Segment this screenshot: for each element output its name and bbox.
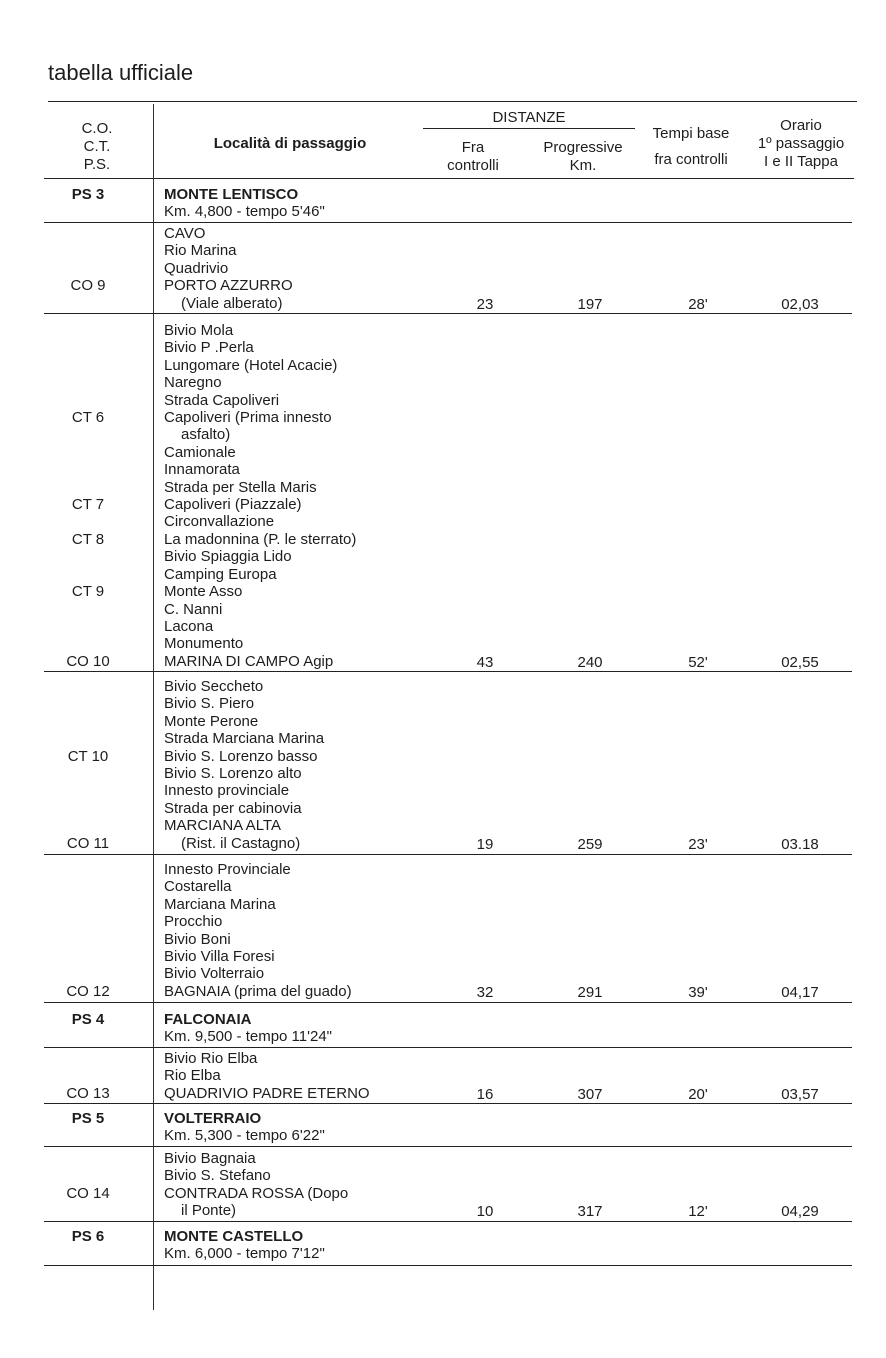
control-code: CT 6 [71,409,105,426]
location-line: FALCONAIA [164,1011,252,1028]
section-rule [44,671,852,672]
location-line: Camping Europa [164,565,277,583]
location-line: Strada per cabinovia [164,799,302,817]
location-list [164,1150,348,1220]
header-progressive: Progressive Km. [543,139,623,174]
value-prog: 317 [577,1203,603,1221]
value-orario: 03.18 [781,835,819,853]
location-line: Costarella [164,878,232,896]
location-line: VOLTERRAIO [164,1110,262,1127]
location-line: QUADRIVIO PADRE ETERNO [164,1084,370,1102]
location-line: (Rist. il Castagno) [181,834,301,852]
table-column-divider [153,104,154,1310]
location-line: PORTO AZZURRO [164,277,293,295]
control-code: PS 6 [71,1228,105,1245]
location-line: Monumento [164,635,244,653]
location-line: Km. 6,000 - tempo 7'12" [164,1245,325,1263]
location-line: Capoliveri (Prima innesto [164,409,332,427]
value-orario: 02,55 [781,653,819,671]
page-title: tabella ufficiale [48,60,194,85]
section-rule [44,1103,852,1104]
location-line: Strada Marciana Marina [164,730,325,748]
control-code: CO 10 [66,652,110,670]
location-line: Bivio S. Stefano [164,1167,271,1185]
location-list [164,678,324,852]
location-line: BAGNAIA (prima del guado) [164,982,352,1000]
value-fra: 43 [476,653,494,671]
location-line: CONTRADA ROSSA (Dopo [164,1184,349,1202]
location-line: Quadrivio [164,259,229,277]
control-code: CO 12 [66,982,110,1000]
location-list [164,225,293,312]
location-line: Bivio Villa Foresi [164,948,275,966]
location-line: Bivio S. Lorenzo alto [164,765,302,783]
location-line: MONTE LENTISCO [164,186,299,203]
header-fra-controlli: Fra controlli [447,139,499,174]
location-line: MARINA DI CAMPO Agip [164,652,334,670]
header-codes: C.O. C.T. P.S. [81,120,113,173]
location-line: Strada Capoliveri [164,391,280,409]
section-rule [44,1265,852,1266]
section-rule [44,1002,852,1003]
location-line: asfalto) [181,426,231,444]
location-line: Innesto provinciale [164,782,290,800]
location-line: Bivio S. Piero [164,695,255,713]
value-orario: 03,57 [781,1085,819,1103]
control-code: CT 9 [71,583,105,600]
value-orario: 02,03 [781,295,819,313]
value-fra: 10 [476,1203,494,1221]
section-rule [44,1047,852,1048]
value-fra: 16 [476,1085,494,1103]
control-code: CT 7 [71,496,105,513]
value-prog: 240 [577,653,603,671]
distanze-rule [423,128,635,129]
header-bottom-rule [44,178,854,179]
location-line: Lungomare (Hotel Acacie) [164,356,338,374]
location-list [164,322,356,670]
control-code: PS 3 [71,186,105,203]
location-line: Lacona [164,617,214,635]
value-fra: 23 [476,295,494,313]
location-line: CAVO [164,225,206,242]
location-line: Procchio [164,913,223,931]
table-top-rule [48,101,857,102]
section-rule [44,222,852,223]
location-line: Capoliveri (Piazzale) [164,496,302,514]
location-line: Innesto Provinciale [164,861,291,878]
location-line: Km. 4,800 - tempo 5'46" [164,203,325,221]
location-line: Bivio P .Perla [164,339,254,357]
location-list [164,1011,332,1046]
location-line: Bivio Bagnaia [164,1150,256,1167]
control-code: CO 11 [66,834,110,852]
location-list [164,1110,325,1145]
value-tempo: 52' [688,653,708,671]
value-prog: 197 [577,295,603,313]
header-localita: Località di passaggio [213,135,367,152]
location-line: Innamorata [164,461,240,479]
value-tempo: 39' [688,983,708,1001]
control-code: CO 13 [66,1084,110,1102]
location-line: Bivio Rio Elba [164,1050,258,1067]
location-line: Km. 9,500 - tempo 11'24" [164,1028,333,1046]
value-prog: 259 [577,835,603,853]
control-code: CO 14 [66,1184,110,1202]
header-orario: Orario 1º passaggio I e II Tappa [757,117,845,170]
location-line: Monte Asso [164,583,243,601]
location-line: Camionale [164,443,236,461]
location-line: Bivio Volterraio [164,965,265,983]
location-line: MARCIANA ALTA [164,817,281,835]
control-code: PS 4 [71,1011,105,1028]
control-code: CT 10 [67,747,109,765]
location-list [164,861,352,1000]
location-line: Monte Perone [164,712,259,730]
location-line: Circonvallazione [164,513,275,531]
value-orario: 04,29 [781,1203,819,1221]
control-code: CT 8 [71,530,105,548]
location-line: Bivio Seccheto [164,678,264,695]
value-fra: 32 [476,983,494,1001]
location-line: Rio Marina [164,242,237,260]
location-line: Rio Elba [164,1067,221,1085]
location-line: Bivio S. Lorenzo basso [164,747,318,765]
section-rule [44,1146,852,1147]
location-line: (Viale alberato) [181,294,283,312]
location-line: C. Nanni [164,600,223,618]
location-line: MONTE CASTELLO [164,1228,304,1245]
value-tempo: 20' [688,1085,708,1103]
header-tempi-base: Tempi base fra controlli [652,125,730,168]
location-line: Strada per Stella Maris [164,478,317,496]
location-line: La madonnina (P. le sterrato) [164,530,357,548]
control-code: PS 5 [71,1110,105,1127]
location-list [164,1050,370,1102]
section-rule [44,313,852,314]
value-orario: 04,17 [781,983,819,1001]
location-line: Bivio Boni [164,930,231,948]
location-line: Bivio Mola [164,322,234,339]
location-list [164,1228,325,1263]
location-line: Km. 5,300 - tempo 6'22" [164,1127,325,1145]
value-tempo: 12' [688,1203,708,1221]
value-prog: 307 [577,1085,603,1103]
location-line: Bivio Spiaggia Lido [164,548,292,566]
section-rule [44,1221,852,1222]
location-line: il Ponte) [181,1202,237,1220]
header-distanze: DISTANZE [492,109,566,126]
control-code: CO 9 [70,277,106,295]
section-rule [44,854,852,855]
location-line: Naregno [164,374,222,392]
value-fra: 19 [476,835,494,853]
value-tempo: 23' [688,835,708,853]
value-prog: 291 [577,983,603,1001]
location-list [164,186,325,221]
location-line: Marciana Marina [164,895,276,913]
value-tempo: 28' [688,295,708,313]
